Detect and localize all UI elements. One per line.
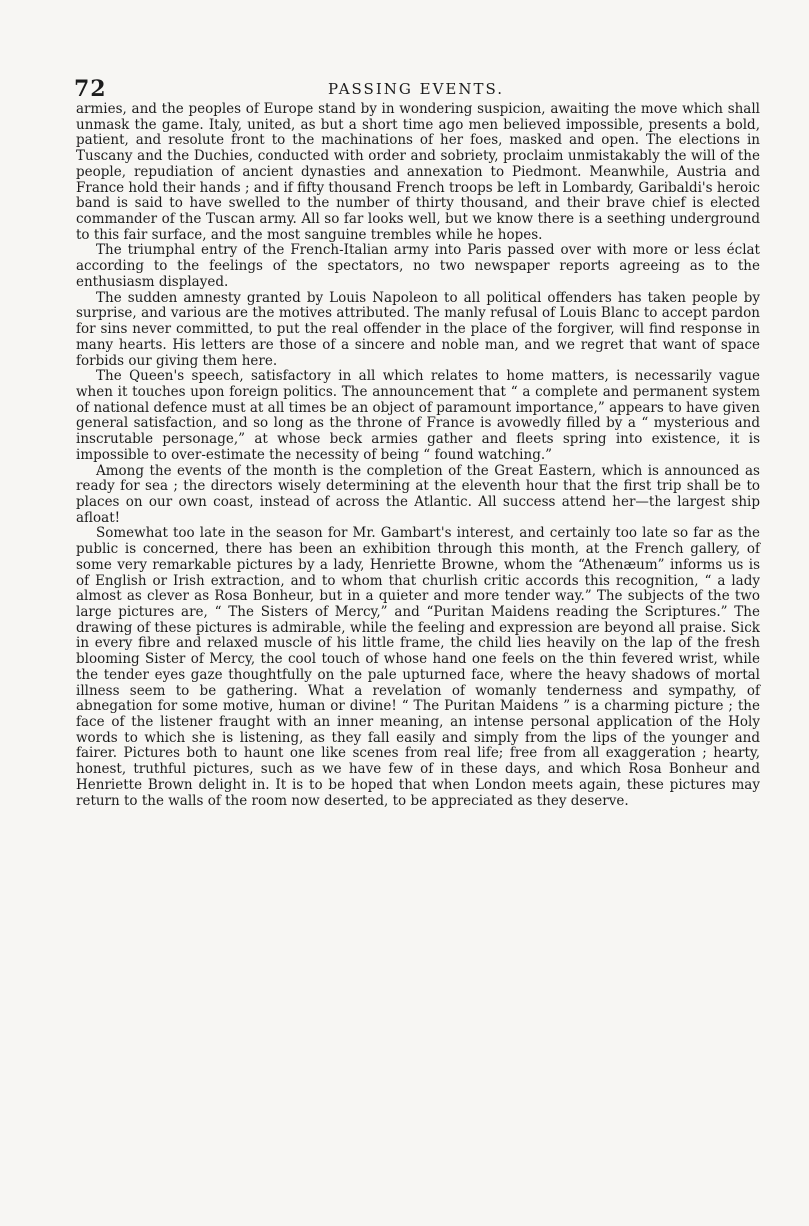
paragraph-queens-speech: The Queen's speech, satisfactory in all which relates to home matters, is necessarily vague when it touches upon foreign politics. The announcement that “ a complete and permanent system of national defence must at all times be an object of paramount importance,” appears to have given general satisfaction, and so long as the throne of France is avowedly filled by a “ mysterious and inscrutable personage,” at whose beck armies gather and fleets spring into existence, it is impossible to over-estimate the necessity of being “ found watching.” [76, 368, 760, 463]
paragraph-exhibition: Somewhat too late in the season for Mr. Gambart's interest, and certainly too late so far as the public is concerned, there has been an exhibition through this month, at the French gallery, of some very remarkable pictures by a lady, Henriette Browne, whom the “Athenæum” informs us is of English or Irish extraction, and to whom that churlish critic accords this recognition, “ a lady almost as clever as Rosa Bonheur, but in a quieter and more tender way.” The subjects of the two large pictures are, “ The Sisters of Mercy,” and “Puritan Maidens reading the Scriptures.” The drawing of these pictures is admirable, while the feeling and expression are beyond all praise. Sick in every fibre and relaxed muscle of his little frame, the child lies heavily on the lap of the fresh blooming Sister of Mercy, the cool touch of whose hand one feels on the thin fevered wrist, while the tender eyes gaze thoughtfully on the pale upturned face, where the heavy shadows of mortal illness seem to be gathering. What a revelation of womanly tenderness and sympathy, of abnegation for some motive, human or divine! “ The Puritan Maidens ” is a charming picture ; the face of the listener fraught with an inner meaning, an intense personal application of the Holy words to which she is listening, as they fall easily and simply from the lips of the younger and fairer. Pictures both to haunt one like scenes from real life; free from all exaggeration ; hearty, honest, truthful pictures, such as we have few of in these days, and which Rosa Bonheur and Henriette Brown delight in. It is to be hoped that when London meets again, these pictures may return to the walls of the room now deserted, to be appreciated as they deserve. [76, 525, 760, 809]
running-title: PASSING EVENTS. [327, 80, 504, 98]
page-header [74, 78, 758, 102]
article-body [76, 102, 760, 809]
paragraph-great-eastern: Among the events of the month is the completion of the Great Eastern, which is announced as ready for sea ; the directors wisely determining at the eleventh hour that the first trip shall be to places on our own coast, instead of across the Atlantic. All success attend her—the largest ship afloat! [76, 462, 760, 526]
page-number: 72 [74, 76, 107, 102]
paragraph-paris-entry: The triumphal entry of the French-Italian army into Paris passed over with more or less éclat according to the feelings of the spectators, no two newspaper reports agreeing as to the enthusiasm displayed. [76, 242, 760, 290]
paragraph-italy: armies, and the peoples of Europe stand by in wondering suspicion, awaiting the move which shall unmask the game. Italy, united, as but a short time ago men believed impossible, presents a bold, patient, and resolute front to the machinations of her foes, masked and open. The elections in Tuscany and the Duchies, conducted with order and sobriety, proclaim unmistakably the will of the people, repudiation of ancient dynasties and annexation to Piedmont. Meanwhile, Austria and France hold their hands ; and if fifty thousand French troops be left in Lombardy, Garibaldi's heroic band is said to have swelled to the number of thirty thousand, and their brave chief is elected commander of the Tuscan army. All so far looks well, but we know there is a seething underground to this fair surface, and the most sanguine trembles while he hopes. [76, 101, 760, 243]
paragraph-amnesty: The sudden amnesty granted by Louis Napoleon to all political offenders has taken people by surprise, and various are the motives attributed. The manly refusal of Louis Blanc to accept pardon for sins never committed, to put the real offender in the place of the forgiver, will find response in many hearts. His letters are those of a sincere and noble man, and we regret that want of space forbids our giving them here. [76, 289, 760, 369]
